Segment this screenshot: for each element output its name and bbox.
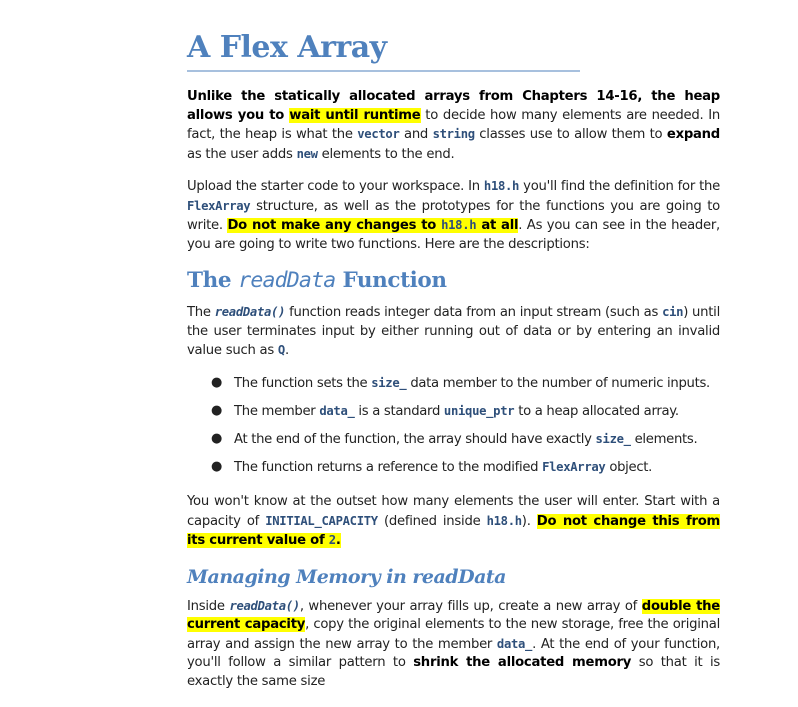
text: as the user adds — [187, 146, 297, 162]
bullet-icon: ● — [211, 458, 223, 474]
bold-expand: expand — [666, 127, 720, 142]
code-new: new — [296, 146, 318, 161]
code-string: string — [432, 127, 475, 141]
code-readdata-fn: readData() — [229, 598, 300, 613]
text: The — [187, 268, 239, 293]
list-item — [187, 402, 720, 422]
bold-shrink-memory: shrink the allocated memory — [413, 655, 632, 670]
text: At the end of the function, the array should have exactly — [234, 431, 596, 447]
text: . As you can see in the header, you are going to write two functions. Here are the descriptions: — [187, 218, 721, 252]
highlight-double-capacity: double the current capacity — [187, 598, 720, 632]
text: The function sets the — [234, 375, 372, 391]
text: . At the end of your function, you'll follow a similar pattern to — [187, 636, 720, 670]
text: The member — [234, 403, 320, 419]
text: (defined inside — [377, 513, 487, 529]
text: structure, as well as the prototypes for the functions you are going to write. — [187, 198, 720, 233]
section-heading-managing-memory: Managing Memory in readData — [187, 565, 506, 588]
text: is a standard — [354, 403, 444, 419]
code-cin: cin — [662, 305, 684, 319]
text: you'll find the definition for the — [519, 179, 720, 194]
highlight-do-not-change-h18 — [227, 218, 518, 233]
capacity-paragraph — [187, 493, 720, 551]
text: elements. — [630, 431, 698, 447]
text: object. — [605, 459, 653, 475]
document-page — [187, 28, 720, 704]
text: elements to the end. — [317, 146, 455, 162]
readdata-bullet-list — [187, 374, 720, 478]
text: Inside — [187, 598, 230, 614]
text: . — [335, 533, 341, 548]
code-data: data_ — [319, 403, 355, 418]
section-heading-readdata — [187, 267, 720, 295]
intro-paragraph — [187, 88, 720, 164]
text: The function returns a reference to the modified — [234, 459, 543, 475]
text: ) until the user terminates input by either running out of data or by entering an invalid value such as — [187, 305, 720, 358]
highlight-wait-until-runtime: wait until runtime — [289, 107, 421, 123]
text: to decide how many elements are needed. In fact, the heap is what the — [187, 107, 721, 142]
text: , whenever your array fills up, create a new array of — [299, 598, 642, 614]
code-size: size_ — [595, 431, 631, 446]
code-h18-h: h18.h — [486, 513, 522, 528]
code-flexarray: FlexArray — [187, 198, 251, 213]
text: . — [284, 343, 289, 358]
list-item — [187, 374, 720, 394]
code-data: data_ — [496, 636, 533, 651]
code-unique-ptr: unique_ptr — [443, 403, 515, 418]
bullet-icon: ● — [211, 402, 223, 418]
code-h18-h: h18.h — [483, 179, 520, 193]
heading-code-readdata: readData — [238, 268, 336, 293]
code-q: Q — [277, 343, 285, 357]
upload-paragraph — [187, 177, 720, 254]
managing-memory-paragraph — [187, 597, 720, 692]
text: Do not change this from its current value of — [187, 513, 720, 548]
code-initial-capacity: INITIAL_CAPACITY — [265, 513, 378, 528]
code-size: size_ — [371, 375, 407, 390]
text: to a heap allocated array. — [514, 403, 679, 419]
text: ). — [521, 513, 537, 529]
text: at all — [476, 218, 519, 233]
text: You won't know at the outset how many elements the user will enter. Start with a capacity of — [187, 494, 720, 529]
list-item — [187, 458, 720, 478]
intro-bold-text: Unlike the statically allocated arrays from Chapters 14-16, the heap allows you to — [187, 89, 720, 123]
title-underline-rule — [187, 70, 580, 72]
text: Function — [335, 268, 447, 293]
text: classes use to allow them to — [474, 127, 667, 142]
list-item — [187, 430, 720, 450]
text: Upload the starter code to your workspace. In — [187, 179, 484, 194]
text: Do not make any changes to — [227, 218, 442, 233]
text: so that it is exactly the same size — [187, 655, 721, 689]
text: , copy the original elements to the new storage, free the original array and assign the new array to the member — [187, 617, 720, 652]
readdata-description-paragraph — [187, 303, 720, 361]
code-value-2: 2 — [328, 533, 336, 547]
page-title: A Flex Array — [187, 30, 387, 65]
text: function reads integer data from an input stream (such as — [285, 305, 663, 320]
text: and — [399, 127, 433, 142]
code-h18-h: h18.h — [441, 218, 477, 232]
code-readdata-fn: readData() — [214, 305, 286, 319]
text: The — [187, 305, 215, 320]
bullet-icon: ● — [211, 374, 223, 390]
code-vector: vector — [357, 127, 400, 141]
text: data member to the number of numeric inputs. — [406, 375, 710, 391]
code-flexarray: FlexArray — [542, 459, 606, 474]
bullet-icon: ● — [211, 430, 223, 446]
